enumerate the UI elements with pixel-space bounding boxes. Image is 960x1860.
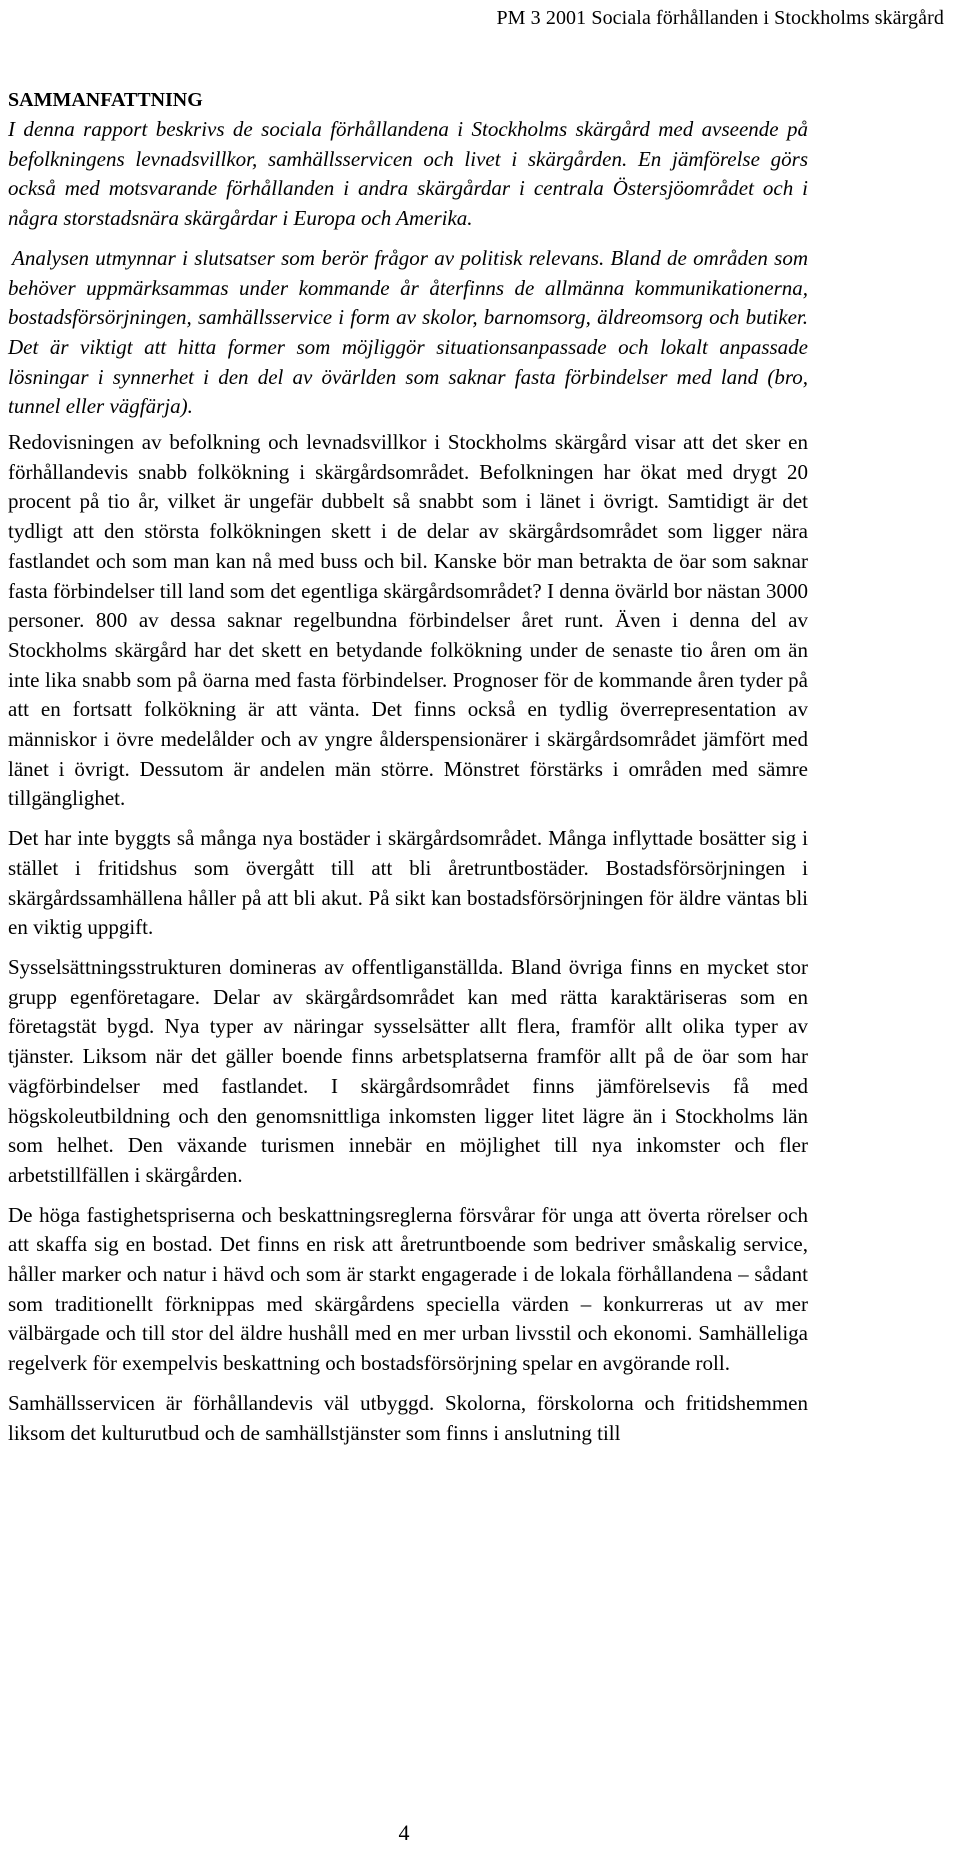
summary-paragraph-intro: I denna rapport beskrivs de sociala förhållandena i Stockholms skärgård med avseende på befolkningens levnadsvillkor, samhällsservicen och livet i skärgården. En jämförelse görs också med motsvarande förhållanden i andra skärgårdar i centrala Östersjöområdet och i några storstadsnära skärgårdar i Europa och Amerika.	[8, 117, 808, 231]
page-number: 4	[398, 1820, 410, 1845]
document-body	[8, 88, 808, 1448]
paragraph-property-prices: De höga fastighetspriserna och beskattningsreglerna försvårar för unga att överta rörelser och att skaffa sig en bostad. Det finns en risk att åretruntboende som bedriver småskalig service, håller marker och natur i hävd och som är starkt engagerade i de lokala förhållandena – sådant som traditionellt förknippas med skärgårdens speciella värden – konkurreras ut av mer välbärgade och till stor del äldre hushåll med en mer urban livsstil och ekonomi. Samhälleliga regelverk för exempelvis beskattning och bostadsförsörjning spelar en avgörande roll.	[8, 1202, 808, 1376]
paragraph-public-services: Samhällsservicen är förhållandevis väl utbyggd. Skolorna, förskolorna och fritidshemmen liksom det kulturutbud och de samhällstjänster som finns i anslutning till	[8, 1390, 808, 1445]
paragraph-housing: Det har inte byggts så många nya bostäder i skärgårdsområdet. Många inflyttade bosätter sig i stället i fritidshus som övergått till att bli åretruntbostäder. Bostadsförsörjningen i skärgårdssamhällena håller på att bli akut. På sikt kan bostadsförsörjningen för äldre väntas bli en viktig uppgift.	[8, 826, 808, 940]
summary-paragraph-conclusions: Analysen utmynnar i slutsatser som berör frågor av politisk relevans. Bland de områden som behöver uppmärksammas under kommande år återfinns de allmänna kommunikationerna, bostadsförsörjningen, samhällsservice i form av skolor, barnomsorg, äldreomsorg och butiker. Det är viktigt att hitta former som möjliggör situationsanpassade och lokalt anpassade lösningar i synnerhet i den del av övärlden som saknar fasta förbindelser med land (bro, tunnel eller vägfärja).	[8, 245, 808, 419]
section-heading: SAMMANFATTNING	[8, 89, 203, 111]
paragraph-employment: Sysselsättningsstrukturen domineras av offentliganställda. Bland övriga finns en mycket stor grupp egenföretagare. Delar av skärgårdsområdet kan med rätta karaktäriseras som en företagstät bygd. Nya typer av näringar sysselsätter allt flera, framför allt olika typer av tjänster. Liksom när det gäller boende finns arbetsplatserna framför allt på de öar som har vägförbindelser med fastlandet. I skärgårdsområdet finns jämförelsevis få med högskoleutbildning och den genomsnittliga inkomsten ligger litet lägre än i Stockholms län som helhet. Den växande turismen innebär en möjlighet till nya inkomster och fler arbetstillfällen i skärgården.	[8, 954, 808, 1187]
running-header: PM 3 2001 Sociala förhållanden i Stockholms skärgård	[496, 7, 944, 29]
paragraph-population: Redovisningen av befolkning och levnadsvillkor i Stockholms skärgård visar att det sker en förhållandevis snabb folkökning i skärgårdsområdet. Befolkningen har ökat med drygt 20 procent på tio år, vilket är ungefär dubbelt så snabbt som i länet i övrigt. Samtidigt är det tydligt att den största folkökningen skett i de delar av skärgårdsområdet som ligger nära fastlandet och som man kan nå med buss och bil. Kanske bör man betrakta de öar som saknar fasta förbindelser till land som det egentliga skärgårdsområdet? I denna övärld bor nästan 3000 personer. 800 av dessa saknar regelbundna förbindelser året runt. Även i denna del av Stockholms skärgård har det skett en betydande folkökning under de senaste tio åren om än inte lika snabb som på öarna med fasta förbindelser. Prognoser för de kommande åren tyder på att en fortsatt folkökning är att vänta. Det finns också en tydlig överrepresentation av människor i övre medelålder och av yngre ålderspensionärer i skärgårdsområdet jämfört med länet i övrigt. Dessutom är andelen män större. Mönstret förstärks i områden med sämre tillgänglighet.	[8, 430, 808, 811]
